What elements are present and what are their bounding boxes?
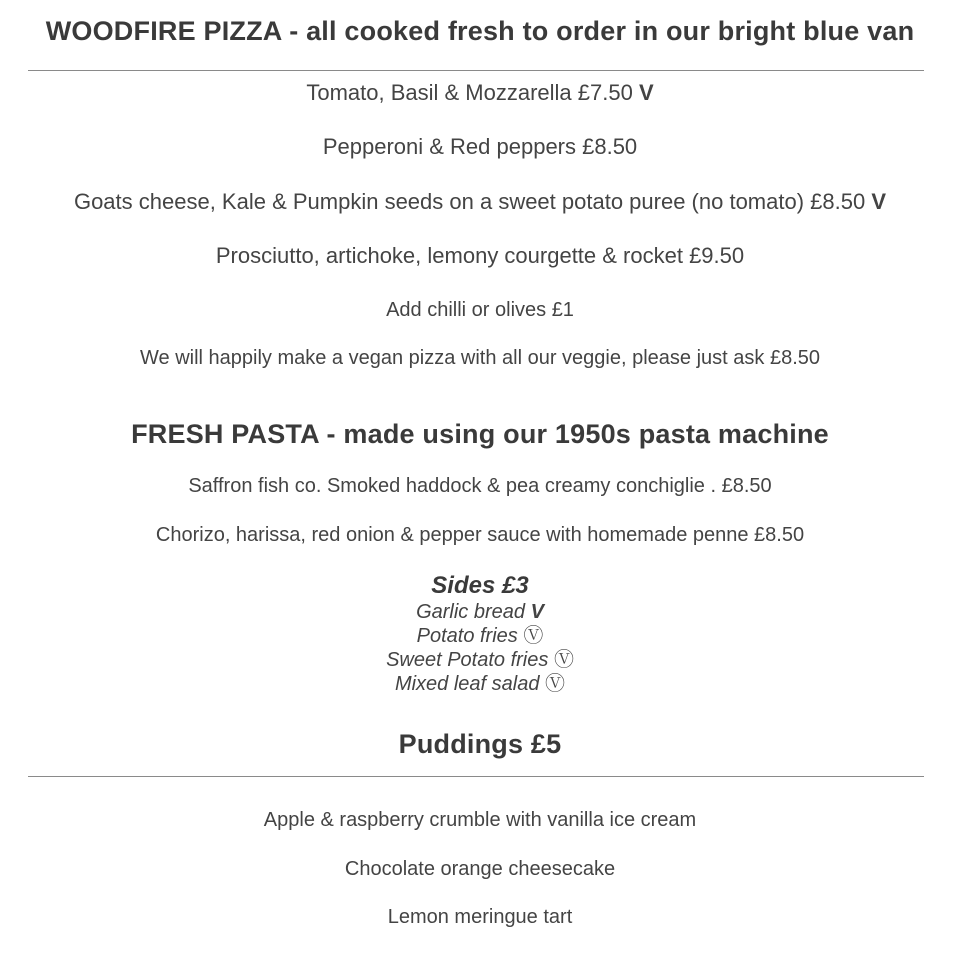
vegetarian-mark: V <box>638 80 654 105</box>
side-item-text: Potato fries <box>416 625 518 647</box>
pudding-item: Apple & raspberry crumble with vanilla ice cream <box>263 809 697 831</box>
side-item <box>0 626 960 646</box>
side-item-text: Garlic bread <box>416 601 526 623</box>
sides-heading: Sides £3 <box>431 572 529 599</box>
pizza-item-text: Tomato, Basil & Mozzarella £7.50 <box>306 80 633 105</box>
vegan-mark: Ⓥ <box>553 649 574 671</box>
pudding-item: Chocolate orange cheesecake <box>344 858 616 880</box>
side-item <box>0 602 960 622</box>
vegan-mark: Ⓥ <box>545 673 566 695</box>
pasta-item: Chorizo, harissa, red onion & pepper sauce with homemade penne £8.50 <box>155 524 805 546</box>
pizza-item <box>0 191 960 213</box>
side-item <box>0 674 960 694</box>
vegan-mark: Ⓥ <box>523 625 544 647</box>
pizza-item-text: Goats cheese, Kale & Pumpkin seeds on a sweet potato puree (no tomato) £8.50 <box>73 189 866 214</box>
pizza-extras: Add chilli or olives £1 <box>386 299 574 321</box>
puddings-divider <box>28 776 924 777</box>
pizza-item <box>0 245 960 267</box>
pizza-item-text: Prosciutto, artichoke, lemony courgette & rocket £9.50 <box>215 243 745 268</box>
vegan-note: We will happily make a vegan pizza with all our veggie, please just ask £8.50 <box>140 347 820 369</box>
pizza-item-text: Pepperoni & Red peppers £8.50 <box>322 134 638 159</box>
side-item-text: Sweet Potato fries <box>386 649 549 671</box>
pasta-heading: FRESH PASTA - made using our 1950s pasta machine <box>131 419 829 449</box>
puddings-heading: Puddings £5 <box>398 729 562 759</box>
side-item-text: Mixed leaf salad <box>394 673 540 695</box>
pizza-divider <box>28 70 924 71</box>
pasta-item: Saffron fish co. Smoked haddock & pea creamy conchiglie . £8.50 <box>188 475 772 497</box>
pizza-heading: WOODFIRE PIZZA - all cooked fresh to order in our bright blue van <box>45 16 915 46</box>
side-item <box>0 650 960 670</box>
vegetarian-mark: V <box>871 189 887 214</box>
pizza-item <box>0 136 960 158</box>
pudding-item: Lemon meringue tart <box>387 906 573 928</box>
vegetarian-mark: V <box>530 601 544 623</box>
pizza-item <box>0 82 960 104</box>
